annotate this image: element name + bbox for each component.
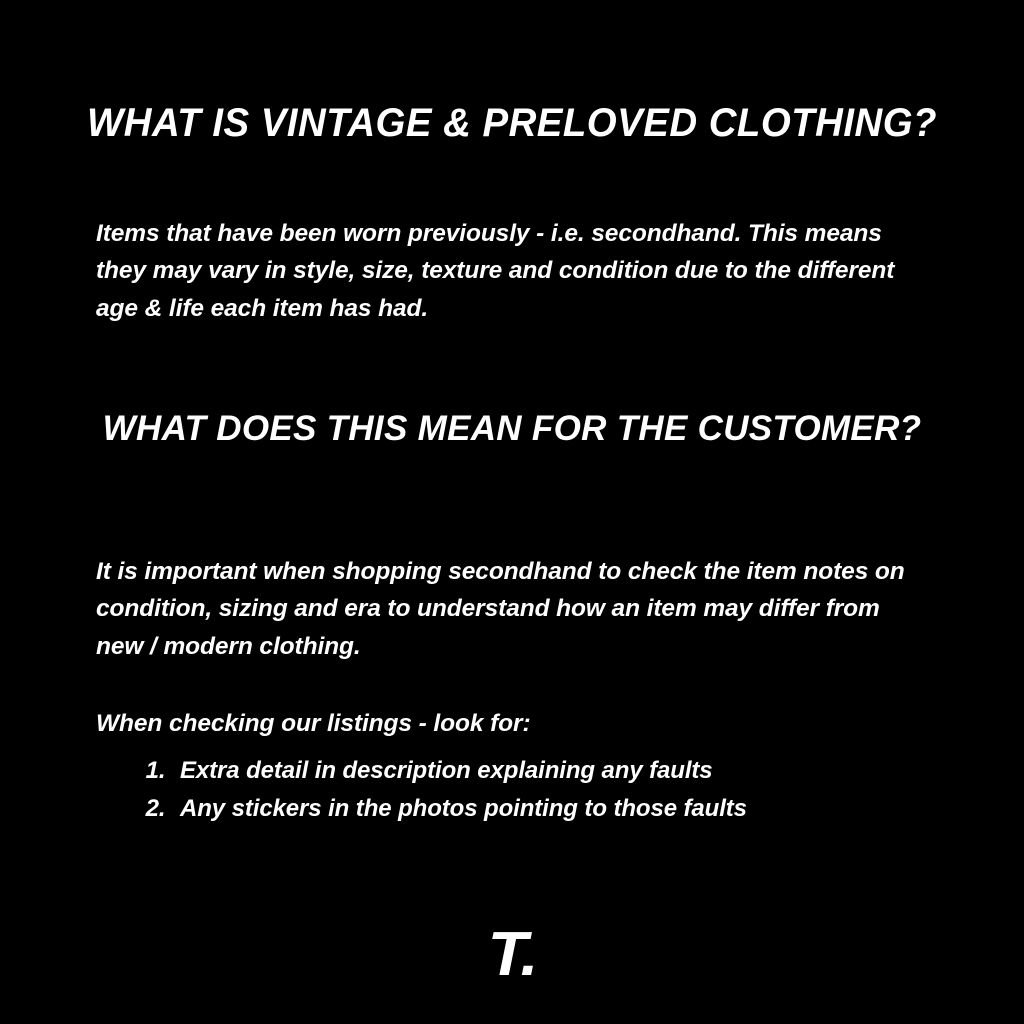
customer-paragraph: It is important when shopping secondhand to check the item notes on condition, sizing and era to understand how an item may differ from new / modern clothing.: [96, 557, 905, 661]
brand-logo: T.: [487, 920, 537, 989]
checklist: [128, 752, 928, 829]
list-item: 2. Any stickers in the photos pointing to those faults: [172, 790, 928, 828]
list-item: 1. Extra detail in description explaining any faults: [172, 752, 928, 790]
section-heading-customer: WHAT DOES THIS MEAN FOR THE CUSTOMER?: [102, 409, 922, 449]
listings-lead-text: When checking our listings - look for:: [96, 709, 531, 737]
intro-paragraph: Items that have been worn previously - i.e. secondhand. This means they may vary in style, size, texture and condition due to the different age & life each item has had.: [96, 219, 895, 323]
page-title: WHAT IS VINTAGE & PRELOVED CLOTHING?: [87, 100, 937, 145]
